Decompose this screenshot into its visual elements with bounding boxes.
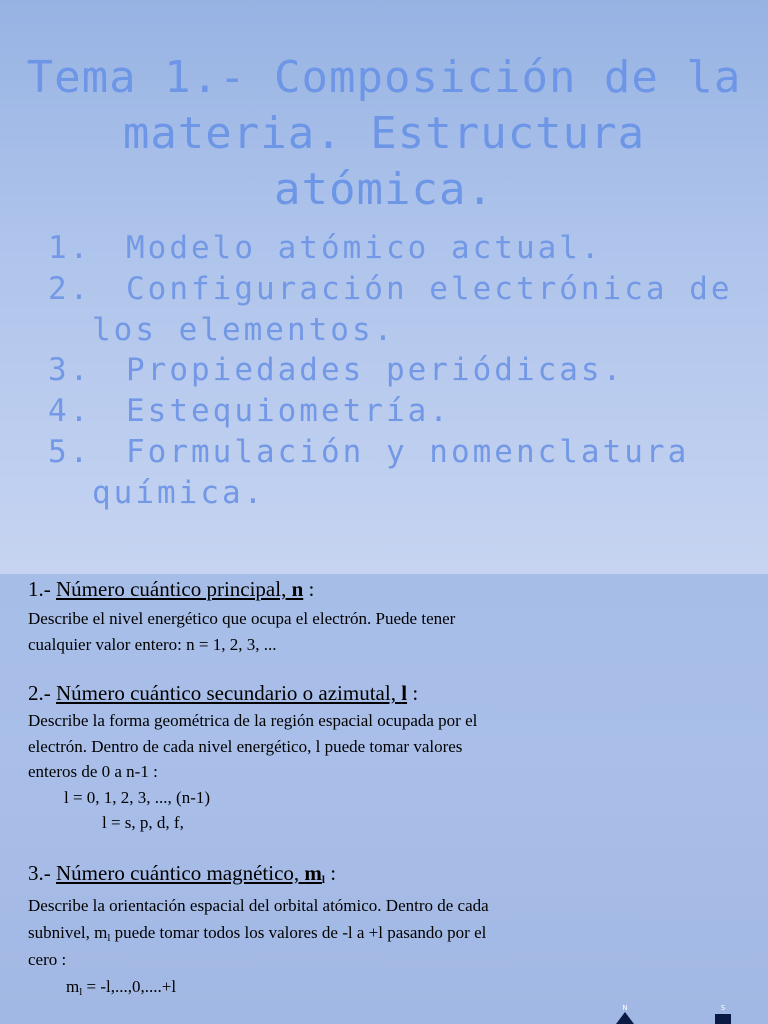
item-text: Modelo atómico actual. (126, 230, 603, 266)
item-number: 2. (48, 270, 92, 307)
slide-2 (0, 574, 768, 1024)
list-item (48, 269, 748, 310)
title-line-1: Tema 1.- Composición de la (26, 52, 742, 103)
formula-l-values: l = 0, 1, 2, 3, ..., (n-1) (64, 787, 211, 807)
formula-l-letters: l = s, p, d, f, (102, 813, 184, 832)
section-1-text: Describe el nivel energético que ocupa el electrón. Puede tener cualquier valor entero: n = 1, 2, 3, ... (28, 609, 456, 654)
item-text: Formulación y nomenclatura (126, 433, 690, 470)
section-2-text: Describe la forma geométrica de la región espacial ocupada por el electrón. Dentro de cada nivel energético, l puede tomar valores enteros de 0 a n-1 : l = 0, 1, 2, 3, ..., (n-1) l = s, p, d, f, (28, 708, 477, 836)
section-3-text: Describe la orientación espacial del orbital atómico. Dentro de cada subnivel, $m_l$ puede tomar todos los valores de -l a +l pasando por el cero : $m_l = -l,...,0,....+l$ (28, 896, 489, 998)
formula-m-values: $m_l = -l,...,0,....+l$ (66, 977, 177, 998)
slide-title (0, 50, 768, 218)
navigate-north-icon[interactable] (614, 1002, 636, 1024)
list-item (48, 228, 748, 269)
list-item (48, 350, 748, 391)
item-text: Propiedades periódicas. (126, 352, 625, 389)
list-item (48, 391, 748, 432)
section-2-heading: 2.- Número cuántico secundario o azimutal, l : (28, 681, 419, 705)
item-number: 5. (48, 433, 92, 470)
list-item-continuation: química. (92, 474, 266, 511)
item-number: 1. (48, 230, 92, 266)
topic-list (48, 228, 748, 514)
section-1-heading: 1.- Número cuántico principal, n : (28, 577, 315, 601)
section-3-heading: 3.- Número cuántico magnético, $m_l$ : (28, 861, 337, 886)
list-item-continuation: los elementos. (92, 311, 396, 348)
item-text: Estequiometría. (126, 393, 451, 430)
item-text: Configuración electrónica de (126, 270, 733, 307)
svg-text:S: S (720, 1004, 726, 1012)
list-item (48, 432, 748, 473)
title-line-3: atómica. (274, 164, 494, 215)
title-line-2: materia. Estructura (122, 108, 646, 159)
svg-text:N: N (622, 1004, 628, 1012)
navigate-south-icon[interactable] (712, 1002, 734, 1024)
item-number: 4. (48, 393, 92, 430)
item-number: 3. (48, 352, 92, 389)
